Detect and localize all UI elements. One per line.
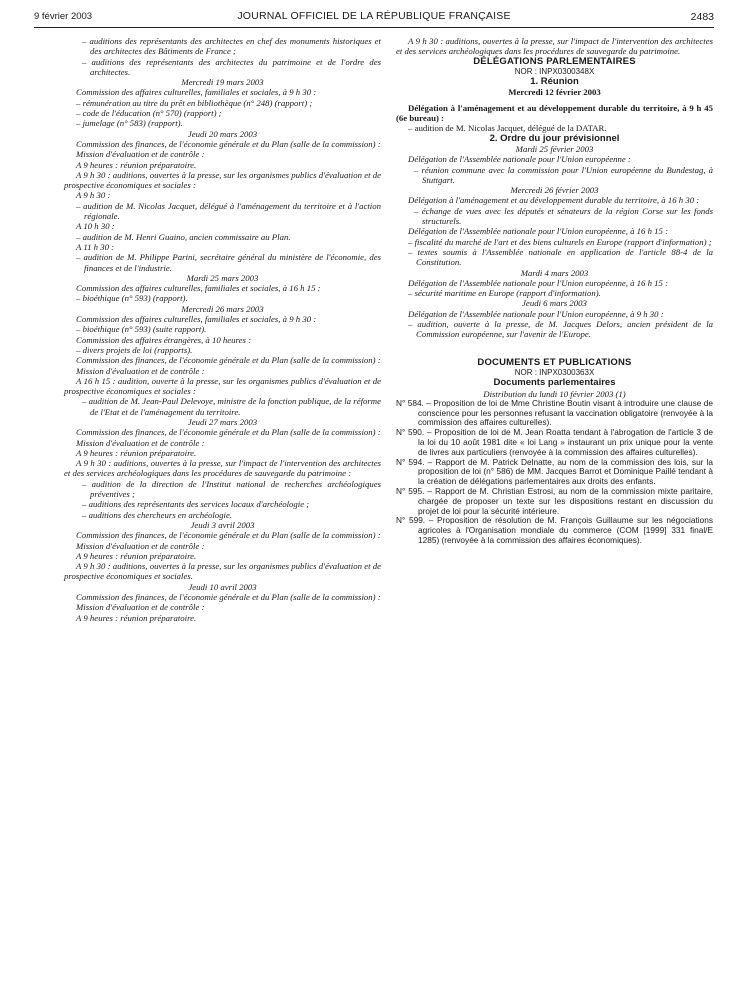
paragraph: Commission des finances, de l'économie générale et du Plan (salle de la commission) : xyxy=(76,138,381,149)
section-heading: DÉLÉGATIONS PARLEMENTAIRES xyxy=(473,55,636,67)
paragraph: Commission des affaires étrangères, à 10 heures : xyxy=(76,334,251,345)
list-item: – auditions des représentants des services locaux d'archéologie ; xyxy=(82,499,310,510)
date-heading: Jeudi 27 mars 2003 xyxy=(187,416,258,427)
paragraph: Mission d'évaluation et de contrôle : xyxy=(76,365,205,376)
paragraph: A 9 h 30 : xyxy=(76,190,111,201)
page-number: 2483 xyxy=(690,11,714,23)
paragraph: Délégation de l'Assemblée nationale pour l'Union européenne, à 16 h 15 : xyxy=(408,277,669,288)
document-entry: N° 594. – Rapport de M. Patrick Delnatte, au nom de la commission des lois, sur la proposition de loi (n° 586) de MM. Jacques Barrot et Dominique Paillé tendant à la création de délégations parlementaires aux droits des enfants. xyxy=(396,456,713,487)
list-item: – audition de M. Jean-Paul Delevoye, ministre de la fonction publique, de la réforme de l'Etat et de l'aménagement du territoire. xyxy=(82,396,381,417)
subsection-heading: Documents parlementaires xyxy=(493,377,616,389)
list-item: – audition de M. Nicolas Jacquet, délégué à l'aménagement du territoire et à l'action régionale. xyxy=(76,200,381,222)
document-entry: N° 584. – Proposition de loi de Mme Christine Boutin visant à introduire une clause de conscience pour les personnes refusant la vaccination obligatoire (renvoyée à la commission des affaires culturelles). xyxy=(396,397,713,428)
distribution-heading: Distribution du lundi 10 février 2003 (1) xyxy=(483,388,626,399)
list-item: – audition, ouverte à la presse, de M. Jacques Delors, ancien président de la Commission européenne, sur l'avenir de l'Europe. xyxy=(408,319,713,340)
paragraph: A 9 heures : réunion préparatoire. xyxy=(76,447,197,458)
page-header xyxy=(34,9,714,25)
paragraph: Délégation de l'Assemblée nationale pour l'Union européenne, à 9 h 30 : xyxy=(408,308,664,319)
list-item: – fiscalité du marché de l'art et des biens culturels en Europe (rapport d'information) ; xyxy=(408,236,712,247)
paragraph: Commission des affaires culturelles, familiales et sociales, à 9 h 30 : xyxy=(76,314,317,325)
document-entry: N° 590. – Proposition de loi de M. Jean Roatta tendant à l'abrogation de l'article 3 de la loi du 10 août 1981 dite « loi Lang » instaurant un prix unique pour la vente de livres aux particuliers (renvoyée à la commission des affaires culturelles). xyxy=(396,427,713,457)
header-rule xyxy=(34,27,714,28)
paragraph: Commission des finances, de l'économie générale et du Plan (salle de la commission) : xyxy=(76,355,381,366)
paragraph: Mission d'évaluation et de contrôle : xyxy=(76,540,205,551)
list-item: – auditions des chercheurs en archéologie. xyxy=(82,509,233,520)
date-heading: Mardi 25 mars 2003 xyxy=(186,272,259,283)
paragraph: Commission des finances, de l'économie générale et du Plan (salle de la commission) : xyxy=(76,592,381,603)
document-entry: N° 595. – Rapport de M. Christian Estrosi, au nom de la commission mixte paritaire, chargée de proposer un texte sur les dispositions restant en discussion du projet de loi pour la sécurité intérieure. xyxy=(396,485,713,516)
paragraph: Commission des affaires culturelles, familiales et sociales, à 9 h 30 : xyxy=(76,87,317,98)
date-heading: Jeudi 10 avril 2003 xyxy=(188,581,257,592)
paragraph: Mission d'évaluation et de contrôle : xyxy=(76,149,205,160)
paragraph: Mission d'évaluation et de contrôle : xyxy=(76,437,205,448)
date-heading: Mardi 4 mars 2003 xyxy=(520,267,589,278)
list-item: – audition de M. Philippe Parini, secrétaire général du ministère de l'économie, des finances et de l'industrie. xyxy=(76,252,381,273)
nor-reference: NOR : INPX0300363X xyxy=(514,367,595,377)
list-item: – bioéthique (n° 593) (rapport). xyxy=(76,293,188,304)
section-heading: DOCUMENTS ET PUBLICATIONS xyxy=(477,356,632,368)
list-item: – divers projets de loi (rapports). xyxy=(76,344,193,355)
paragraph: Commission des finances, de l'économie générale et du Plan (salle de la commission) : xyxy=(76,530,381,541)
paragraph: A 9 heures : réunion préparatoire. xyxy=(76,612,197,623)
list-item: – audition de M. Henri Guaino, ancien commissaire au Plan. xyxy=(76,231,291,242)
paragraph: Délégation à l'aménagement et au développement durable du territoire, à 9 h 45 (6e bureau) : xyxy=(396,102,713,124)
date-heading: Jeudi 6 mars 2003 xyxy=(522,298,587,309)
list-item: – réunion commune avec la commission pour l'Union européenne du Bundestag, à Stuttgart. xyxy=(414,164,713,185)
right-column xyxy=(396,36,713,546)
paragraph: A 11 h 30 : xyxy=(76,241,115,252)
list-item: – audition de la direction de l'Institut national de recherches archéologiques préventives ; xyxy=(82,478,381,500)
list-item: – rémunération au titre du prêt en bibliothèque (n° 248) (rapport) ; xyxy=(76,97,313,108)
subsection-heading: 1. Réunion xyxy=(530,76,579,88)
left-column xyxy=(64,36,381,623)
list-item: – jumelage (n° 583) (rapport). xyxy=(76,118,183,129)
date-heading: Jeudi 20 mars 2003 xyxy=(187,128,258,139)
list-item: – sécurité maritime en Europe (rapport d'information). xyxy=(408,288,601,299)
paragraph: A 16 h 15 : audition, ouverte à la presse, sur les organismes publics d'évaluation et de prospective économiques et sociales : xyxy=(64,375,381,397)
list-item: – bioéthique (n° 593) (suite rapport). xyxy=(76,324,207,335)
paragraph: A 9 heures : réunion préparatoire. xyxy=(76,159,197,170)
list-item: – code de l'éducation (n° 570) (rapport) ; xyxy=(76,108,222,119)
date-heading: Mercredi 26 février 2003 xyxy=(510,185,599,196)
list-item: – auditions des représentants des architectes du patrimoine et de l'ordre des architectes. xyxy=(82,56,381,77)
list-item: – échange de vues avec les députés et sénateurs de la région Corse sur les fonds structurels. xyxy=(414,205,713,227)
paragraph: A 9 h 30 : auditions, ouvertes à la presse, sur les organismes publics d'évaluation et de prospective économiques et sociales : xyxy=(64,169,381,191)
journal-title: JOURNAL OFFICIEL DE LA RÉPUBLIQUE FRANÇAISE xyxy=(237,10,511,22)
paragraph: Commission des finances, de l'économie générale et du Plan (salle de la commission) : xyxy=(76,427,381,438)
nor-reference: NOR : INPX0300348X xyxy=(514,66,595,76)
list-item: – audition de M. Nicolas Jacquet, délégué de la DATAR. xyxy=(408,123,607,134)
document-entry: N° 599. – Proposition de résolution de M. François Guillaume sur les négociations agricoles à l'Organisation mondiale du commerce (COM [1999] 331 final/E 1285) (renvoyée à la commission des affaires économiques). xyxy=(396,515,713,545)
subsection-heading: 2. Ordre du jour prévisionnel xyxy=(489,132,620,144)
paragraph: A 9 h 30 : auditions, ouvertes à la presse, sur les organismes publics d'évaluation et de prospective économiques et sociales. xyxy=(64,561,381,582)
paragraph: A 9 h 30 : auditions, ouvertes à la presse, sur l'impact de l'intervention des architectes et des services archéologiques dans les procédures de sauvegarde du patrimoine. xyxy=(396,36,713,57)
paragraph: Commission des affaires culturelles, familiales et sociales, à 16 h 15 : xyxy=(76,283,321,294)
date-heading: Mercredi 19 mars 2003 xyxy=(181,77,264,88)
paragraph: Délégation de l'Assemblée nationale pour l'Union européenne : xyxy=(408,154,631,165)
paragraph: Délégation de l'Assemblée nationale pour l'Union européenne, à 16 h 15 : xyxy=(408,226,669,237)
header-date: 9 février 2003 xyxy=(34,11,93,22)
date-heading: Mercredi 12 février 2003 xyxy=(508,87,601,98)
paragraph: Mission d'évaluation et de contrôle : xyxy=(76,602,205,613)
paragraph: A 9 heures : réunion préparatoire. xyxy=(76,550,197,561)
paragraph: A 9 h 30 : auditions, ouvertes à la presse, sur l'impact de l'intervention des architectes et des services archéologiques dans les procédures de sauvegarde du patrimoine : xyxy=(64,458,381,479)
list-item: – auditions des représentants des architectes en chef des monuments historiques et des architectes des Bâtiments de France ; xyxy=(82,36,381,57)
paragraph: Délégation à l'aménagement et au développement durable du territoire, à 16 h 30 : xyxy=(408,195,700,206)
date-heading: Jeudi 3 avril 2003 xyxy=(190,519,255,530)
paragraph: A 10 h 30 : xyxy=(76,221,115,232)
list-item: – textes soumis à l'Assemblée nationale en application de l'article 88-4 de la Constitution. xyxy=(408,246,713,268)
date-heading: Mardi 25 février 2003 xyxy=(515,143,594,154)
date-heading: Mercredi 26 mars 2003 xyxy=(181,303,264,314)
